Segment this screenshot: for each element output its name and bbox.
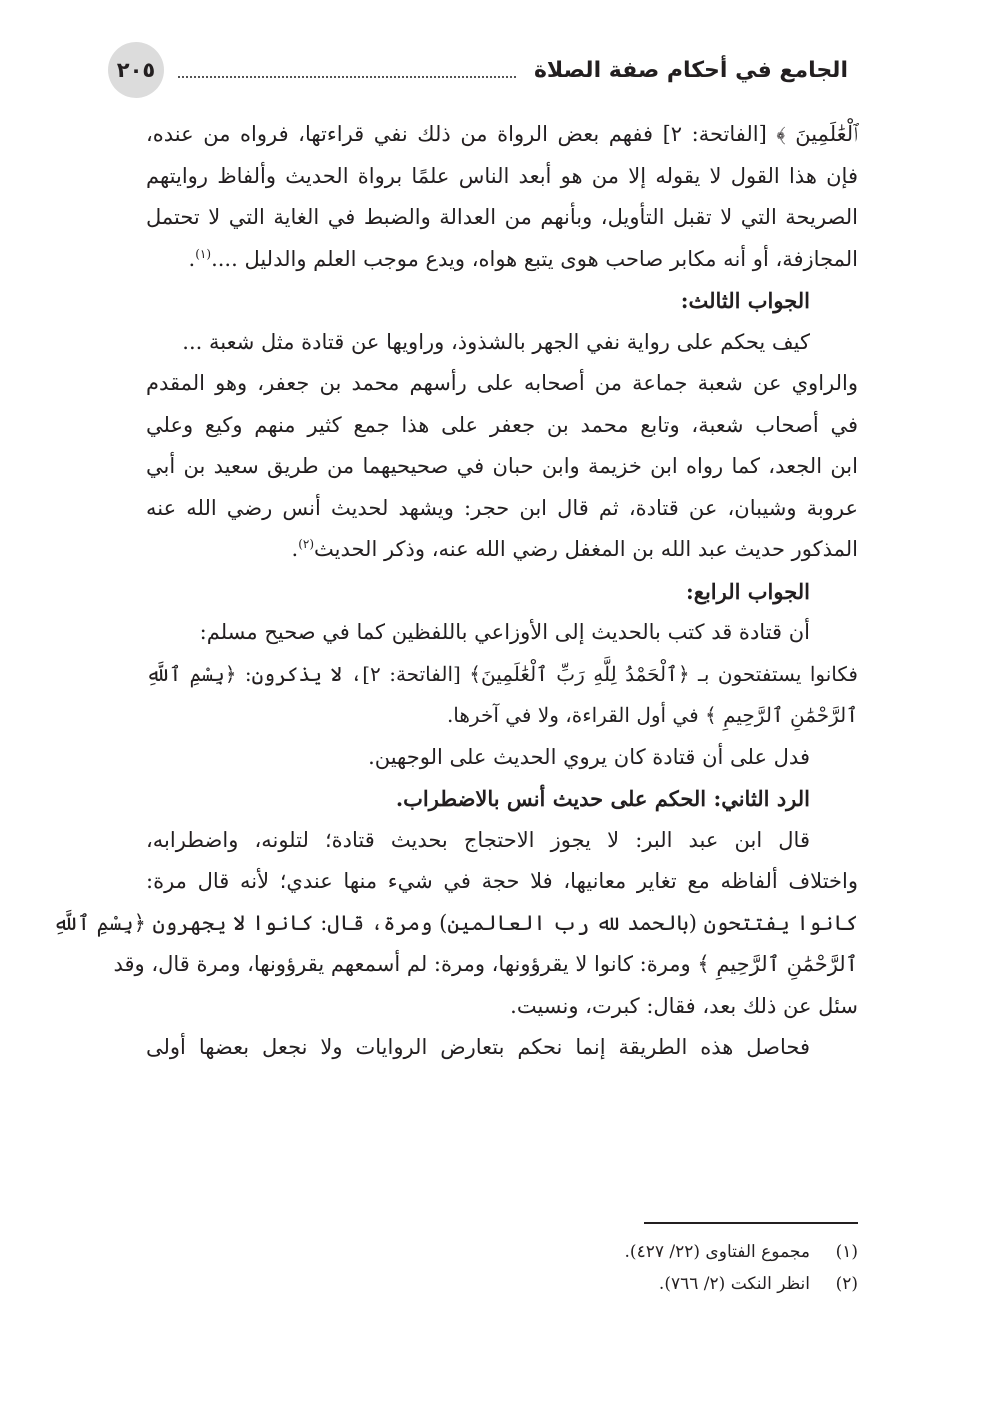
text-line: عروبة وشيبان، عن قتادة، ثم قال ابن حجر: ويشهد لحديث أنس رضي الله عنه — [146, 495, 858, 520]
text-line-content: المجازفة، أو أنه مكابر صاحب هوى يتبع هواه، ويدع موجب العلم والدليل .... — [211, 246, 858, 271]
text-line: فكانوا يستفتحون بـ ﴿ٱلْحَمْدُ لِلَّهِ رَبِّ ٱلْعَٰلَمِينَ﴾ [الفاتحة: ٢]، لا يذكرون: ﴿بِسْمِ ٱللَّهِ — [146, 661, 858, 686]
text-line: قال ابن عبد البر: لا يجوز الاحتجاج بحديث قتادة؛ لتلونه، واضطرابه، — [146, 827, 810, 852]
section-heading: الجواب الرابع: — [686, 578, 810, 604]
footnote-number: (١) — [835, 1242, 858, 1262]
page-header — [108, 42, 848, 98]
main-text — [53, 114, 858, 1069]
footnote-ref: (١) — [195, 246, 212, 261]
header-dotted-rule — [178, 76, 516, 78]
footnote-text: انظر النكت (٢/ ٧٦٦). — [658, 1274, 810, 1294]
text-line: فدل على أن قتادة كان يروي الحديث على الوجهين. — [368, 744, 810, 769]
footnote-divider — [644, 1222, 858, 1224]
footnote-item — [146, 1268, 858, 1300]
text-line: المذكور حديث عبد الله بن المغفل رضي الله عنه، وذكر الحديث$^{(٢)}$. — [291, 537, 858, 561]
text-line: أن قتادة قد كتب بالحديث إلى الأوزاعي باللفظين كما في صحيح مسلم: — [199, 620, 810, 644]
text-line: الصريحة التي لا تقبل التأويل، وبأنهم من العدالة والضبط في الغاية التي لا تحتمل — [146, 205, 858, 229]
text-line: ٱلرَّحْمَٰنِ ٱلرَّحِيمِ ﴾ ومرة: كانوا لا يقرؤونها، ومرة: لم أسمعهم يقرؤونها، ومرة قال، وقد — [113, 952, 858, 976]
footnotes — [146, 1236, 858, 1300]
footnote-number: (٢) — [835, 1274, 858, 1294]
text-line: فحاصل هذه الطريقة إنما نحكم بتعارض الروايات ولا نجعل بعضها أولى — [146, 1035, 810, 1059]
text-line: فإن هذا القول لا يقوله إلا من هو أبعد الناس علمًا برواة الحديث وألفاظ روايتهم — [146, 163, 858, 188]
text-line: ﭐﻟْﻌَٰﻠَﻤِﻴﻦَ ﴾ [الفاتحة: ٢] ففهم بعض الرواة من ذلك نفي قراءتها، فرواه من عنده، — [146, 122, 858, 146]
text-line: سئل عن ذلك بعد، فقال: كبرت، ونسيت. — [510, 993, 858, 1018]
footnote-ref: (٢) — [298, 537, 315, 551]
footnote-text: مجموع الفتاوى (٢٢/ ٤٢٧). — [624, 1242, 810, 1262]
running-title: الجامع في أحكام صفة الصلاة — [533, 57, 848, 83]
page-number: ٢٠٥ — [108, 42, 164, 98]
section-heading: الرد الثاني: الحكم على حديث أنس بالاضطراب. — [395, 786, 810, 811]
text-line: والراوي عن شعبة جماعة من أصحابه على رأسهم محمد بن جعفر، وهو المقدم — [146, 371, 858, 395]
section-heading: الجواب الثالث: — [680, 288, 810, 313]
text-line: واختلاف ألفاظه مع تغاير معانيها، فلا حجة في شيء منها عندي؛ لأنه قال مرة: — [146, 869, 858, 893]
text-line: ابن الجعد، كما رواه ابن خزيمة وابن حبان في صحيحيهما من طريق سعيد بن أبي — [146, 454, 858, 478]
text-line: ٱلرَّحْمَٰنِ ٱلرَّحِيمِ ﴾ في أول القراءة، ولا في آخرها. — [446, 703, 858, 727]
text-line: في أصحاب شعبة، وتابع محمد بن جعفر على هذا جمع كثير منهم وكيع وعلي — [146, 412, 858, 437]
text-line: كيف يحكم على رواية نفي الجهر بالشذوذ، وراويها عن قتادة مثل شعبة ... — [182, 329, 810, 354]
footnote-item — [146, 1236, 858, 1268]
text-line: كانوا يفتتحون (بالحمد لله رب العالمين) ومرة، قال: كانوا لا يجهرون ﴿بِسْمِ ٱللَّهِ — [53, 910, 858, 935]
text-line-content: المذكور حديث عبد الله بن المغفل رضي الله عنه، وذكر الحديث — [314, 537, 858, 561]
text-line: المجازفة، أو أنه مكابر صاحب هوى يتبع هواه، ويدع موجب العلم والدليل ....$^{(١)}$. — [188, 246, 858, 271]
